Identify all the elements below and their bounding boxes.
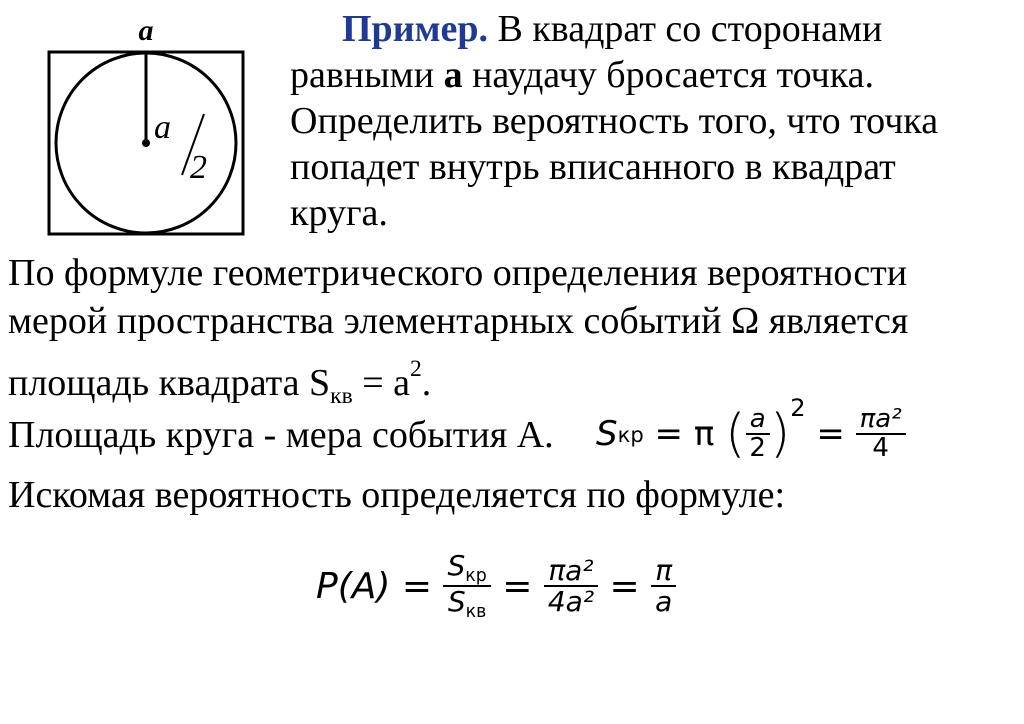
square-area-symbol: S <box>447 585 466 618</box>
example-line-1-text: В квадрат со сторонами <box>487 8 883 50</box>
body-line-2: мерой пространства элементарных событий Ω является <box>8 300 909 342</box>
example-label: Пример. <box>342 8 488 50</box>
body-line-3 <box>8 346 431 419</box>
circle-area-pi: = π <box>643 414 726 454</box>
square-area-text: площадь квадрата S <box>8 361 331 404</box>
circle-area-result <box>856 403 906 463</box>
probability-fraction-1-numerator <box>443 548 490 587</box>
circle-area-result-numerator: πa² <box>856 406 906 435</box>
probability-fraction-1-denominator <box>444 587 491 621</box>
circle-area-text: Площадь круга - мера события А. <box>8 414 554 456</box>
probability-fraction-3 <box>651 553 676 618</box>
side-label: a <box>138 14 154 47</box>
square-circle-figure <box>30 8 270 246</box>
circle-area-symbol: S <box>596 414 618 454</box>
probability-fraction-1 <box>443 548 490 623</box>
radius-fraction-numerator: a <box>746 406 770 435</box>
circle-area-subscript-2: кр <box>465 565 487 586</box>
left-paren: ( <box>725 404 746 464</box>
circle-area-equals: = <box>805 414 856 454</box>
square-area-equals: = a <box>352 361 411 404</box>
square-area-period: . <box>421 361 432 404</box>
example-line-2-start: равными <box>290 54 444 96</box>
probability-fraction-2 <box>544 553 598 618</box>
circle-area-formula <box>596 392 906 476</box>
example-line-2 <box>290 52 874 98</box>
example-line-3: Определить вероятность того, что точка <box>290 100 939 142</box>
example-line-5: круга. <box>290 192 388 234</box>
center-point <box>142 139 150 147</box>
example-line-4: попадет внутрь вписанного в квадрат <box>290 146 896 188</box>
probability-fraction-3-numerator: π <box>651 556 676 587</box>
probability-fraction-3-denominator: a <box>655 585 673 618</box>
body-line-1: По формуле геометрического определения вероятности <box>8 252 908 294</box>
probability-text: Искомая вероятность определяется по формуле: <box>8 474 786 516</box>
circle-area-subscript: кр <box>617 421 644 447</box>
square-area-subscript-2: кв <box>465 602 487 623</box>
example-line-2-bold: а <box>443 54 463 96</box>
probability-fraction-2-denominator: 4a² <box>547 585 595 618</box>
circle-area-result-denominator: 4 <box>872 433 889 463</box>
figure-svg <box>30 8 270 246</box>
square-area-subscript: кв <box>330 383 353 410</box>
radius-fraction-denominator: 2 <box>749 433 766 463</box>
circle-area-symbol-2: S <box>447 548 466 582</box>
probability-formula <box>316 540 676 632</box>
radius-fraction <box>745 403 770 463</box>
circle-area-exponent: 2 <box>790 394 806 422</box>
probability-equals-1: = <box>490 565 544 607</box>
radius-denominator: 2 <box>190 149 207 186</box>
example-line-2-end: наудачу бросается точка. <box>462 54 874 96</box>
right-paren: ) <box>769 404 791 464</box>
probability-fraction-2-numerator: πa² <box>544 556 597 587</box>
square-area-exponent: 2 <box>410 356 422 382</box>
example-line-1 <box>342 6 882 52</box>
probability-equals-2: = <box>598 565 652 607</box>
probability-lhs: P(A) = <box>316 565 444 607</box>
radius-numerator: a <box>154 109 171 146</box>
